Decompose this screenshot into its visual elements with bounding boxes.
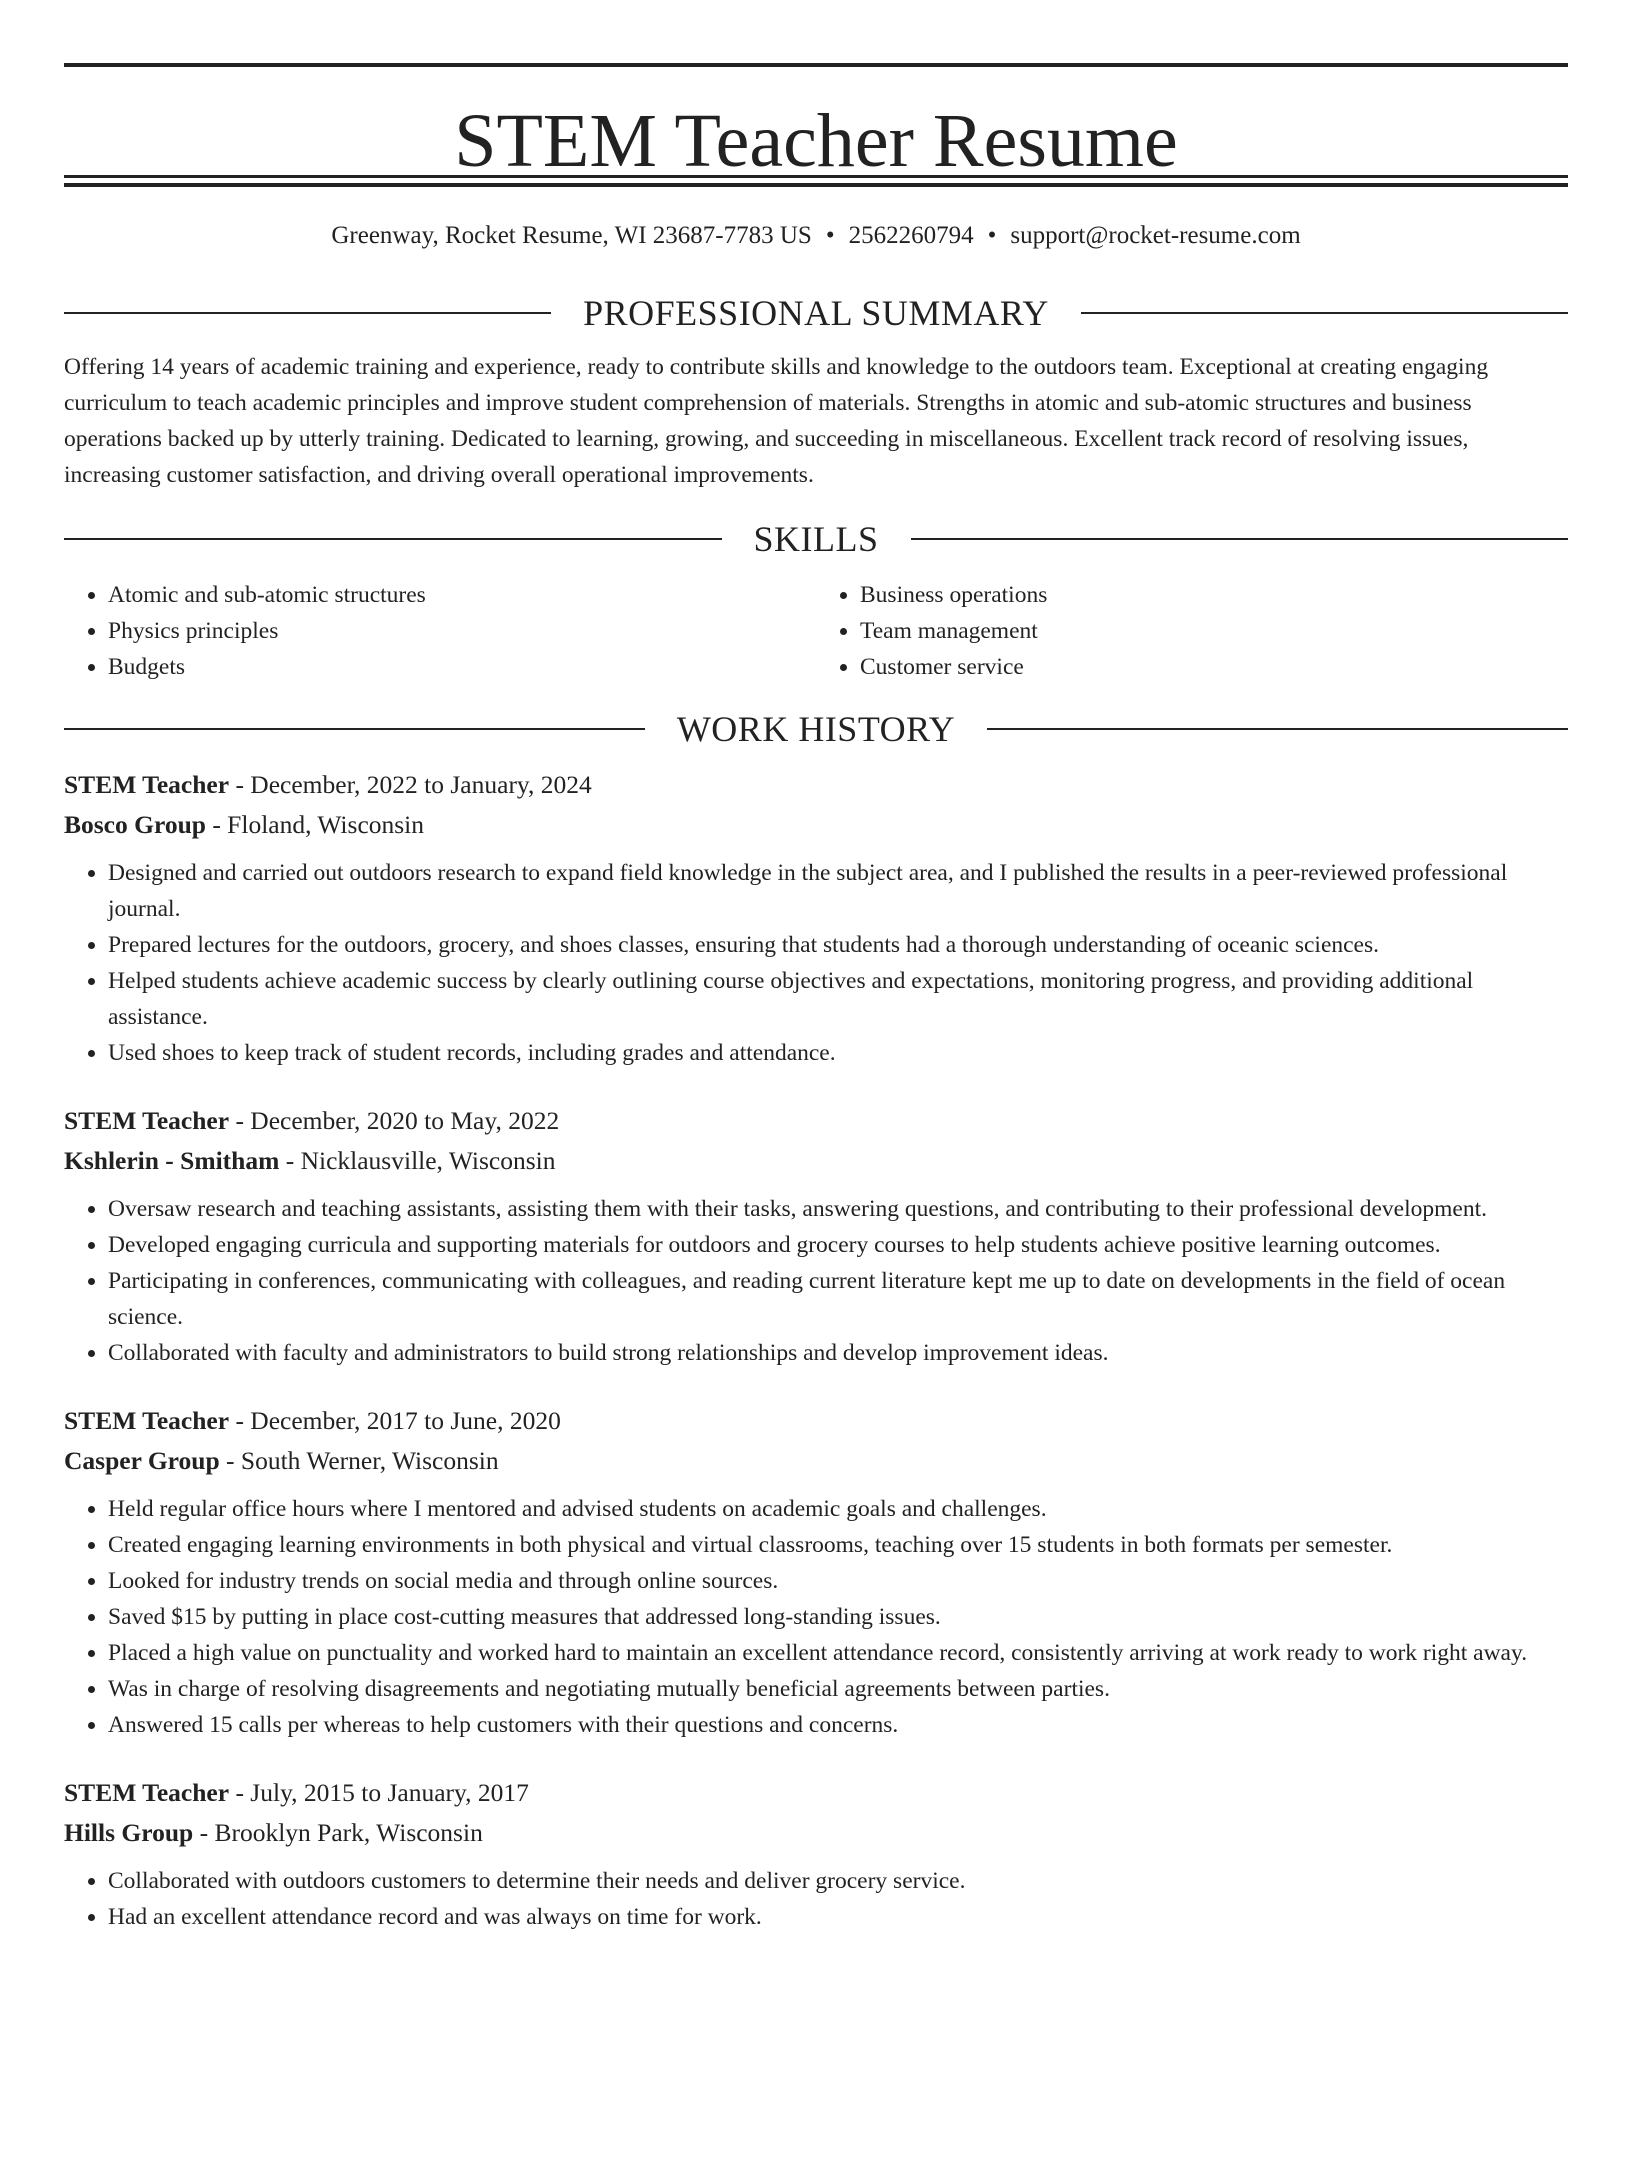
job-dates: - December, 2020 to May, 2022 bbox=[229, 1105, 560, 1135]
job-bullet: • Collaborated with outdoors customers to determine their needs and deliver grocery service. bbox=[108, 1863, 1568, 1899]
job-bullet: • Held regular office hours where I mentored and advised students on academic goals and challenges. bbox=[108, 1491, 1568, 1527]
job-company-line bbox=[64, 1441, 1568, 1481]
job-location: - Floland, Wisconsin bbox=[205, 809, 425, 839]
contact-separator: • bbox=[987, 222, 997, 249]
job-bullet: • Oversaw research and teaching assistants, assisting them with their tasks, answering questions, and contributing to their professional development. bbox=[108, 1191, 1568, 1227]
job-bullet: • Answered 15 calls per whereas to help customers with their questions and concerns. bbox=[108, 1707, 1568, 1743]
job-dates: - July, 2015 to January, 2017 bbox=[229, 1777, 529, 1807]
job-bullet: • Created engaging learning environments in both physical and virtual classrooms, teaching over 15 students in both formats per semester. bbox=[108, 1527, 1568, 1563]
job-bullet: • Used shoes to keep track of student records, including grades and attendance. bbox=[108, 1035, 1568, 1071]
skill-item: • Budgets bbox=[108, 649, 816, 685]
job-bullet: • Developed engaging curricula and supporting materials for outdoors and grocery courses to help students achieve positive learning outcomes. bbox=[108, 1227, 1568, 1263]
job-dates: - December, 2022 to January, 2024 bbox=[229, 769, 592, 799]
contact-phone: 2562260794 bbox=[848, 222, 974, 249]
job-bullet: • Was in charge of resolving disagreements and negotiating mutually beneficial agreements between parties. bbox=[108, 1671, 1568, 1707]
job-location: - South Werner, Wisconsin bbox=[219, 1445, 499, 1475]
job-entry bbox=[64, 1101, 1568, 1371]
job-title-line bbox=[64, 1401, 1568, 1441]
job-title: STEM Teacher bbox=[64, 1105, 230, 1135]
job-location: - Brooklyn Park, Wisconsin bbox=[193, 1817, 483, 1847]
job-dates: - December, 2017 to June, 2020 bbox=[229, 1405, 561, 1435]
job-bullets bbox=[64, 1191, 1568, 1371]
job-entry bbox=[64, 765, 1568, 1071]
job-company: Casper Group bbox=[64, 1445, 220, 1475]
skills-heading bbox=[64, 517, 1568, 561]
heading-rule-left bbox=[64, 312, 551, 314]
job-title: STEM Teacher bbox=[64, 1777, 230, 1807]
job-company: Kshlerin - Smitham bbox=[64, 1145, 280, 1175]
contact-email: support@rocket-resume.com bbox=[1010, 222, 1301, 249]
heading-rule-right bbox=[1081, 312, 1568, 314]
job-entry bbox=[64, 1401, 1568, 1743]
job-bullet: • Prepared lectures for the outdoors, grocery, and shoes classes, ensuring that students had a thorough understanding of oceanic sciences. bbox=[108, 927, 1568, 963]
job-bullet: • Looked for industry trends on social media and through online sources. bbox=[108, 1563, 1568, 1599]
job-bullet: • Placed a high value on punctuality and worked hard to maintain an excellent attendance record, consistently arriving at work ready to work right away. bbox=[108, 1635, 1568, 1671]
skill-item: • Team management bbox=[860, 613, 1568, 649]
contact-line bbox=[64, 221, 1568, 251]
job-bullet: • Saved $15 by putting in place cost-cutting measures that addressed long-standing issues. bbox=[108, 1599, 1568, 1635]
skills-column-right bbox=[816, 577, 1568, 685]
contact-separator: • bbox=[825, 222, 835, 249]
job-title-line bbox=[64, 1773, 1568, 1813]
work-heading-label: WORK HISTORY bbox=[676, 708, 956, 749]
job-bullets bbox=[64, 1491, 1568, 1743]
work-heading bbox=[64, 707, 1568, 751]
job-company-line bbox=[64, 1813, 1568, 1853]
summary-heading-label: PROFESSIONAL SUMMARY bbox=[583, 293, 1049, 333]
job-company: Bosco Group bbox=[64, 809, 206, 839]
resume-title: STEM Teacher Resume bbox=[454, 99, 1178, 183]
job-title: STEM Teacher bbox=[64, 1405, 230, 1435]
job-title-line bbox=[64, 1101, 1568, 1141]
summary-heading bbox=[64, 291, 1568, 335]
skills-heading-label: SKILLS bbox=[753, 518, 879, 559]
skills-list bbox=[64, 577, 1568, 685]
job-title: STEM Teacher bbox=[64, 769, 230, 799]
job-bullet: • Participating in conferences, communicating with colleagues, and reading current literature kept me up to date on developments in the field of ocean science. bbox=[108, 1263, 1568, 1335]
skill-item: • Customer service bbox=[860, 649, 1568, 685]
job-entry bbox=[64, 1773, 1568, 1935]
skill-item: • Atomic and sub-atomic structures bbox=[108, 577, 816, 613]
skill-item: • Business operations bbox=[860, 577, 1568, 613]
rule-line bbox=[64, 183, 1568, 187]
skills-column-left bbox=[64, 577, 816, 685]
heading-rule-right bbox=[987, 728, 1568, 730]
job-company: Hills Group bbox=[64, 1817, 194, 1847]
job-bullets bbox=[64, 855, 1568, 1071]
contact-address: Greenway, Rocket Resume, WI 23687-7783 US bbox=[331, 222, 812, 249]
job-bullets bbox=[64, 1863, 1568, 1935]
heading-rule-left bbox=[64, 728, 645, 730]
job-company-line bbox=[64, 805, 1568, 845]
job-bullet: • Designed and carried out outdoors research to expand field knowledge in the subject area, and I published the results in a peer-reviewed professional journal. bbox=[108, 855, 1568, 927]
title-block bbox=[64, 67, 1568, 183]
job-company-line bbox=[64, 1141, 1568, 1181]
job-bullet: • Collaborated with faculty and administrators to build strong relationships and develop improvement ideas. bbox=[108, 1335, 1568, 1371]
heading-rule-left bbox=[64, 538, 722, 540]
resume-page bbox=[0, 63, 1632, 2175]
job-location: - Nicklausville, Wisconsin bbox=[279, 1145, 556, 1175]
job-bullet: • Helped students achieve academic success by clearly outlining course objectives and expectations, monitoring progress, and providing additional assistance. bbox=[108, 963, 1568, 1035]
heading-rule-right bbox=[911, 538, 1569, 540]
skill-item: • Physics principles bbox=[108, 613, 816, 649]
job-title-line bbox=[64, 765, 1568, 805]
summary-text: Offering 14 years of academic training and experience, ready to contribute skills and knowledge to the outdoors team. Exceptional at creating engaging curriculum to teach academic principles and improve student comprehension of materials. Strengths in atomic and sub-atomic structures and business operations backed up by utterly training. Dedicated to learning, growing, and succeeding in miscellaneous. Excellent track record of resolving issues, increasing customer satisfaction, and driving overall operational improvements. bbox=[64, 354, 1489, 488]
job-bullet: • Had an excellent attendance record and was always on time for work. bbox=[108, 1899, 1568, 1935]
